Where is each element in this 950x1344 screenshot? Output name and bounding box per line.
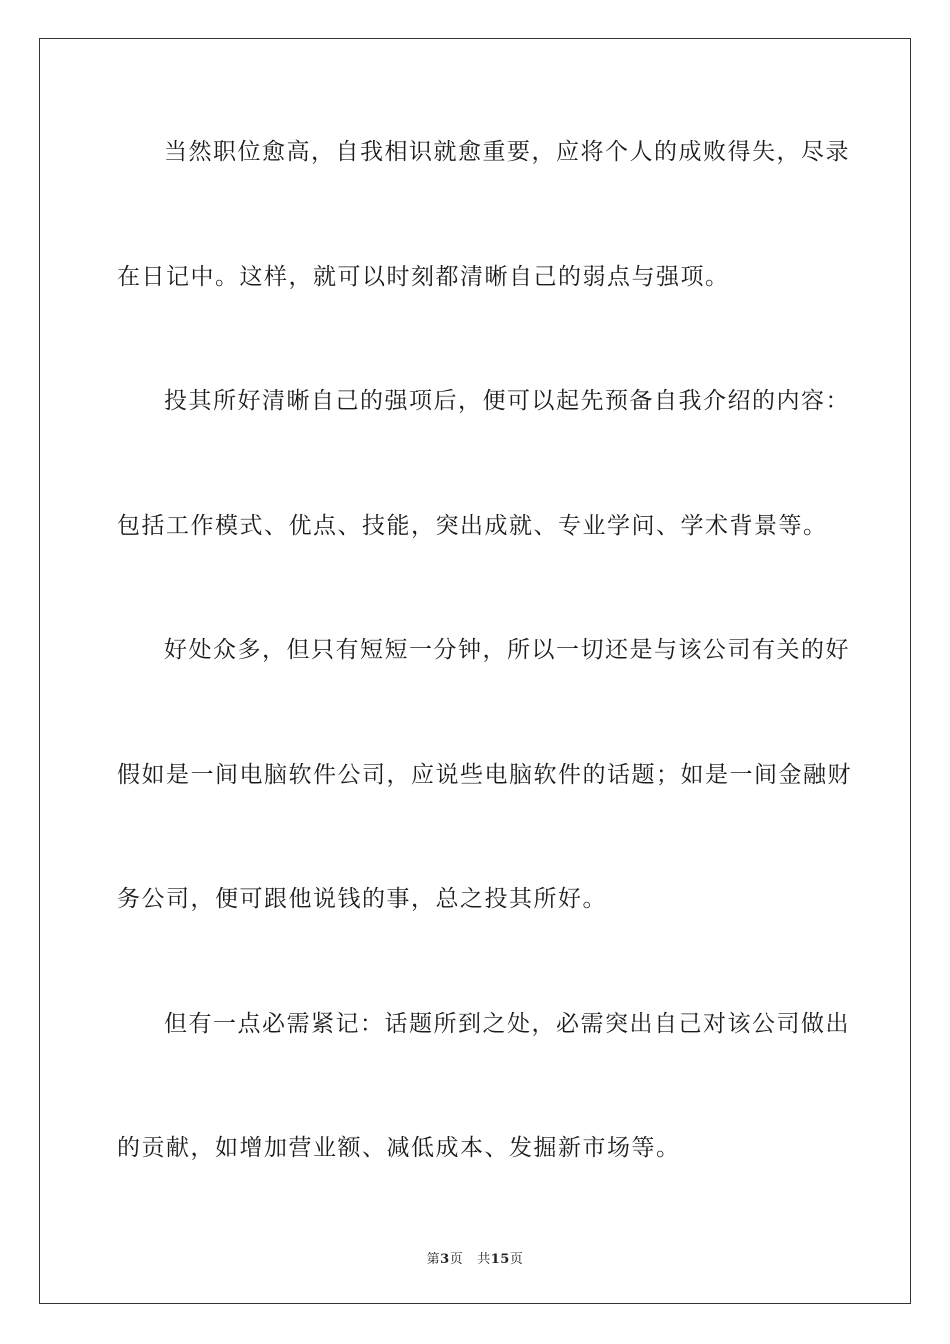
- paragraph-line: 的贡献，如增加营业额、减低成本、发掘新市场等。: [117, 1135, 681, 1161]
- page-number: 3: [440, 1252, 450, 1267]
- paragraph-line: 好处众多，但只有短短一分钟，所以一切还是与该公司有关的好: [164, 637, 850, 663]
- paragraph-line: 务公司，便可跟他说钱的事，总之投其所好。: [117, 886, 607, 912]
- page-prefix: 第: [426, 1252, 441, 1267]
- page-suffix: 页: [449, 1252, 464, 1267]
- total-suffix: 页: [509, 1252, 524, 1267]
- page-footer: [0, 1248, 950, 1267]
- paragraph-line: 假如是一间电脑软件公司，应说些电脑软件的话题；如是一间金融财: [117, 762, 852, 788]
- paragraph-line: 包括工作模式、优点、技能，突出成就、专业学问、学术背景等。: [117, 513, 828, 539]
- paragraph-line: 但有一点必需紧记：话题所到之处，必需突出自己对该公司做出: [164, 1011, 850, 1037]
- paragraph-line: 当然职位愈高，自我相识就愈重要，应将个人的成败得失，尽录: [164, 139, 850, 165]
- paragraph-line: 投其所好清晰自己的强项后，便可以起先预备自我介绍的内容：: [164, 388, 850, 414]
- page-border: [39, 38, 911, 1304]
- paragraph-line: 在日记中。这样，就可以时刻都清晰自己的弱点与强项。: [117, 264, 730, 290]
- total-pages: 15: [490, 1252, 510, 1267]
- total-prefix: 共: [477, 1252, 491, 1267]
